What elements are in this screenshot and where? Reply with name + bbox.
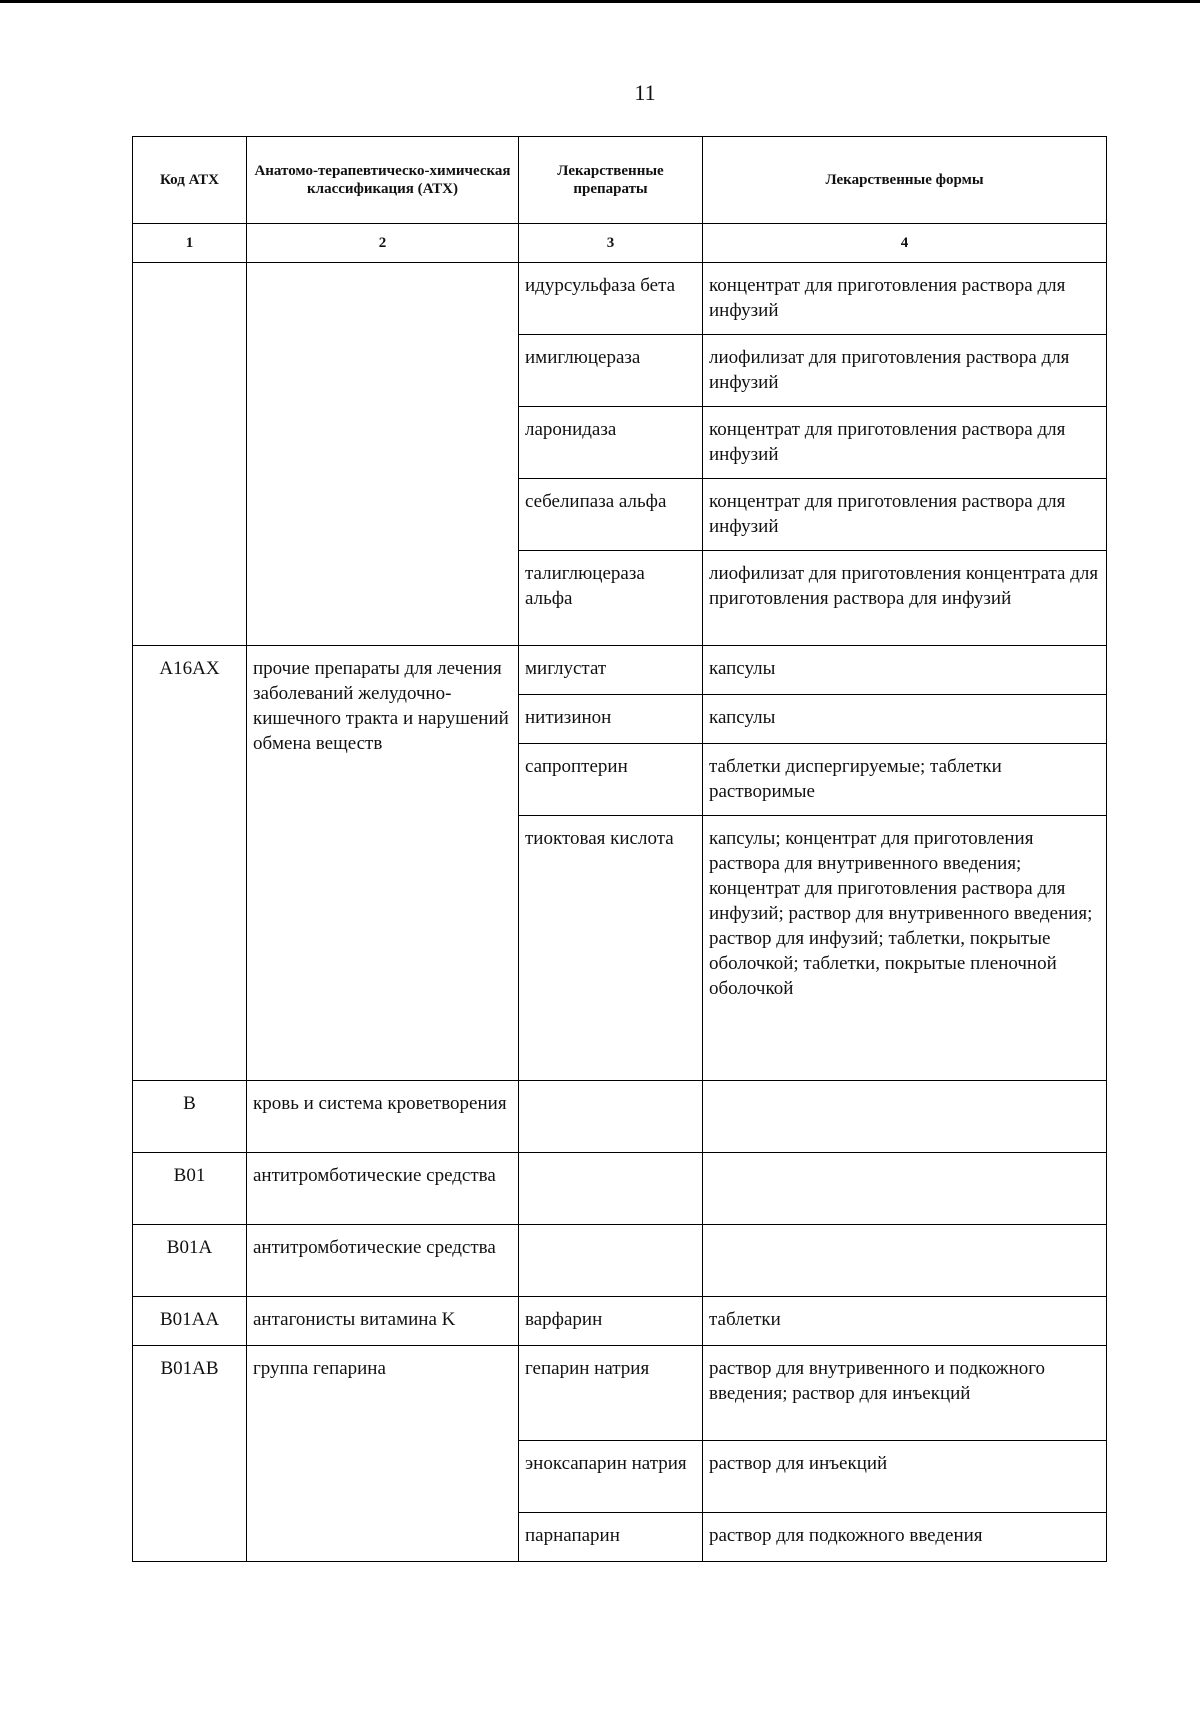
column-number: 2 (247, 224, 519, 263)
class-cell: кровь и система кроветворения (247, 1081, 519, 1153)
form-cell: раствор для внутривенного и подкожного введения; раствор для инъекций (703, 1346, 1107, 1441)
header-classification: Анатомо-терапевтическо-химическая классификация (АТХ) (247, 137, 519, 224)
table-row (133, 1225, 1107, 1297)
drug-cell (519, 1153, 703, 1225)
drug-cell: ларонидаза (519, 407, 703, 479)
form-cell (703, 1081, 1107, 1153)
form-cell (703, 1153, 1107, 1225)
code-cell: B01A (133, 1225, 247, 1297)
class-cell (247, 263, 519, 646)
class-cell: прочие препараты для лечения заболеваний желудочно-кишечного тракта и нарушений обмена веществ (247, 646, 519, 1081)
code-cell (133, 263, 247, 646)
column-number: 1 (133, 224, 247, 263)
class-cell: антитромботические средства (247, 1225, 519, 1297)
code-cell: A16AX (133, 646, 247, 1081)
form-cell: таблетки (703, 1297, 1107, 1346)
header-forms: Лекарственные формы (703, 137, 1107, 224)
class-cell: антагонисты витамина K (247, 1297, 519, 1346)
drug-cell (519, 1225, 703, 1297)
drug-cell: миглустат (519, 646, 703, 695)
form-cell: капсулы (703, 695, 1107, 744)
drug-cell: варфарин (519, 1297, 703, 1346)
table-row (133, 1297, 1107, 1346)
column-number-row (133, 224, 1107, 263)
column-number: 3 (519, 224, 703, 263)
drug-cell: себелипаза альфа (519, 479, 703, 551)
scan-top-border (0, 0, 1200, 3)
drug-cell: нитизинон (519, 695, 703, 744)
form-cell: раствор для инъекций (703, 1441, 1107, 1513)
form-cell: таблетки диспергируемые; таблетки растворимые (703, 744, 1107, 816)
table-row (133, 1346, 1107, 1441)
form-cell: лиофилизат для приготовления концентрата для приготовления раствора для инфузий (703, 551, 1107, 646)
table-row (133, 263, 1107, 335)
code-cell: B01AA (133, 1297, 247, 1346)
form-cell (703, 1225, 1107, 1297)
form-cell: лиофилизат для приготовления раствора для инфузий (703, 335, 1107, 407)
drug-cell: парнапарин (519, 1513, 703, 1562)
table-header-row (133, 137, 1107, 224)
form-cell: концентрат для приготовления раствора для инфузий (703, 479, 1107, 551)
form-cell: капсулы; концентрат для приготовления раствора для внутривенного введения; концентрат для приготовления раствора для инфузий; раствор для внутривенного введения; раствор для инфузий; таблетки, покрытые оболочкой; таблетки, покрытые пленочной оболочкой (703, 816, 1107, 1081)
drug-cell (519, 1081, 703, 1153)
form-cell: капсулы (703, 646, 1107, 695)
drug-cell: имиглюцераза (519, 335, 703, 407)
code-cell: B01 (133, 1153, 247, 1225)
page-number: 11 (634, 80, 656, 105)
table-row (133, 646, 1107, 695)
form-cell: раствор для подкожного введения (703, 1513, 1107, 1562)
code-cell: B01AB (133, 1346, 247, 1562)
drug-cell: гепарин натрия (519, 1346, 703, 1441)
column-number: 4 (703, 224, 1107, 263)
code-cell: B (133, 1081, 247, 1153)
drug-cell: идурсульфаза бета (519, 263, 703, 335)
class-cell: группа гепарина (247, 1346, 519, 1562)
table-row (133, 1081, 1107, 1153)
header-code: Код АТХ (133, 137, 247, 224)
form-cell: концентрат для приготовления раствора для инфузий (703, 263, 1107, 335)
atx-drug-table (132, 136, 1107, 1562)
drug-cell: сапроптерин (519, 744, 703, 816)
header-drugs: Лекарственные препараты (519, 137, 703, 224)
class-cell: антитромботические средства (247, 1153, 519, 1225)
table-row (133, 1153, 1107, 1225)
drug-cell: эноксапарин натрия (519, 1441, 703, 1513)
drug-cell: тиоктовая кислота (519, 816, 703, 1081)
drug-cell: талиглюцераза альфа (519, 551, 703, 646)
form-cell: концентрат для приготовления раствора для инфузий (703, 407, 1107, 479)
